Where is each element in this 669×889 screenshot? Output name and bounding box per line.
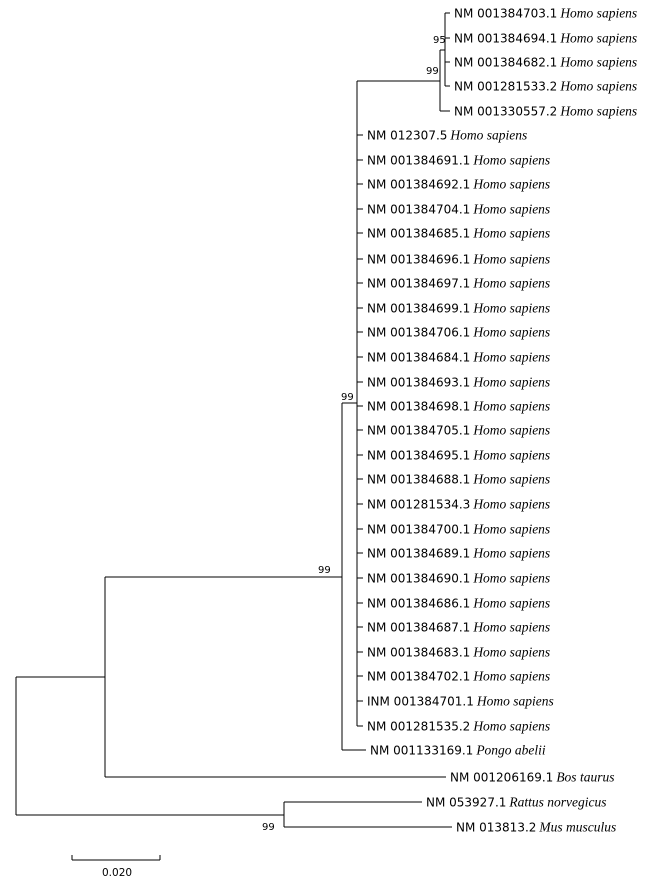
species-name: Homo sapiens xyxy=(473,521,551,537)
leaf-label xyxy=(367,350,550,365)
leaf-label xyxy=(454,55,637,70)
accession-number: NM 001384688.1 xyxy=(367,472,471,487)
accession-number: NM 001384683.1 xyxy=(367,645,471,660)
leaf-label xyxy=(367,546,550,561)
bootstrap-value: 95 xyxy=(433,35,446,46)
accession-number: NM 001384687.1 xyxy=(367,620,471,635)
accession-number: NM 001384689.1 xyxy=(367,546,471,561)
accession-number: NM 001384697.1 xyxy=(367,276,471,291)
accession-number: NM 053927.1 xyxy=(426,795,507,810)
accession-number: NM 001281533.2 xyxy=(454,79,558,94)
leaf-label xyxy=(454,31,637,46)
leaf-label xyxy=(367,252,550,267)
accession-number: NM 001384693.1 xyxy=(367,375,471,390)
leaf-label xyxy=(367,202,550,217)
leaf-label xyxy=(456,820,616,835)
species-name: Mus musculus xyxy=(539,819,617,835)
accession-number: INM 001384701.1 xyxy=(367,694,474,709)
species-name: Homo sapiens xyxy=(473,349,551,365)
scale-bar-label: 0.020 xyxy=(102,867,133,879)
species-name: Bos taurus xyxy=(556,769,615,785)
species-name: Homo sapiens xyxy=(476,693,554,709)
leaf-label xyxy=(426,795,607,810)
species-name: Homo sapiens xyxy=(560,78,638,94)
accession-number: NM 001384706.1 xyxy=(367,325,471,340)
species-name: Homo sapiens xyxy=(473,668,551,684)
bootstrap-value: 99 xyxy=(426,66,439,77)
species-name: Homo sapiens xyxy=(473,447,551,463)
accession-number: NM 001133169.1 xyxy=(370,743,474,758)
species-name: Homo sapiens xyxy=(473,471,551,487)
leaf-label xyxy=(367,325,550,340)
species-name: Homo sapiens xyxy=(473,176,551,192)
leaf-label xyxy=(367,669,550,684)
leaf-label xyxy=(367,423,550,438)
accession-number: NM 001384692.1 xyxy=(367,177,471,192)
accession-number: NM 001384684.1 xyxy=(367,350,471,365)
leaf-label xyxy=(367,375,550,390)
accession-number: NM 001384685.1 xyxy=(367,226,471,241)
leaf-label xyxy=(370,743,546,758)
species-name: Homo sapiens xyxy=(473,300,551,316)
leaf-label xyxy=(367,128,527,143)
species-name: Homo sapiens xyxy=(473,718,551,734)
species-name: Homo sapiens xyxy=(560,5,638,21)
species-name: Homo sapiens xyxy=(473,496,551,512)
leaf-label xyxy=(367,694,554,709)
species-name: Homo sapiens xyxy=(473,225,551,241)
accession-number: NM 001384691.1 xyxy=(367,153,471,168)
species-name: Homo sapiens xyxy=(473,595,551,611)
leaf-label xyxy=(367,719,550,734)
leaf-label xyxy=(454,79,637,94)
species-name: Homo sapiens xyxy=(560,54,638,70)
species-name: Homo sapiens xyxy=(473,201,551,217)
leaf-label xyxy=(367,177,550,192)
bootstrap-value: 99 xyxy=(341,392,354,403)
leaf-label xyxy=(367,522,550,537)
species-name: Homo sapiens xyxy=(473,398,551,414)
species-name: Homo sapiens xyxy=(473,251,551,267)
species-name: Pongo abelii xyxy=(476,742,546,758)
species-name: Homo sapiens xyxy=(473,275,551,291)
leaf-label xyxy=(367,276,550,291)
accession-number: NM 001384695.1 xyxy=(367,448,471,463)
species-name: Homo sapiens xyxy=(473,324,551,340)
leaf-label xyxy=(367,645,550,660)
leaf-label xyxy=(367,153,550,168)
accession-number: NM 001384694.1 xyxy=(454,31,558,46)
accession-number: NM 001384699.1 xyxy=(367,301,471,316)
species-name: Homo sapiens xyxy=(473,422,551,438)
species-name: Homo sapiens xyxy=(560,103,638,119)
leaf-label xyxy=(367,301,550,316)
leaf-label xyxy=(367,472,550,487)
bootstrap-value: 99 xyxy=(262,822,275,833)
species-name: Rattus norvegicus xyxy=(509,794,607,810)
leaf-labels xyxy=(367,6,637,835)
leaf-label xyxy=(454,6,637,21)
bootstrap-value: 99 xyxy=(318,565,331,576)
accession-number: NM 001384682.1 xyxy=(454,55,558,70)
accession-number: NM 013813.2 xyxy=(456,820,537,835)
leaf-label xyxy=(454,104,637,119)
leaf-label xyxy=(367,620,550,635)
accession-number: NM 001384705.1 xyxy=(367,423,471,438)
accession-number: NM 001384700.1 xyxy=(367,522,471,537)
leaf-label xyxy=(450,770,614,785)
species-name: Homo sapiens xyxy=(473,644,551,660)
species-name: Homo sapiens xyxy=(560,30,638,46)
accession-number: NM 001330557.2 xyxy=(454,104,558,119)
leaf-label xyxy=(367,226,550,241)
leaf-label xyxy=(367,448,550,463)
species-name: Homo sapiens xyxy=(473,374,551,390)
accession-number: NM 001384698.1 xyxy=(367,399,471,414)
accession-number: NM 001281534.3 xyxy=(367,497,471,512)
accession-number: NM 001206169.1 xyxy=(450,770,554,785)
species-name: Homo sapiens xyxy=(450,127,528,143)
accession-number: NM 001384686.1 xyxy=(367,596,471,611)
accession-number: NM 001384696.1 xyxy=(367,252,471,267)
accession-number: NM 001281535.2 xyxy=(367,719,471,734)
leaf-label xyxy=(367,596,550,611)
accession-number: NM 001384703.1 xyxy=(454,6,558,21)
accession-number: NM 001384702.1 xyxy=(367,669,471,684)
accession-number: NM 012307.5 xyxy=(367,128,448,143)
scale-bar xyxy=(72,855,160,879)
species-name: Homo sapiens xyxy=(473,545,551,561)
leaf-label xyxy=(367,497,550,512)
species-name: Homo sapiens xyxy=(473,152,551,168)
species-name: Homo sapiens xyxy=(473,619,551,635)
species-name: Homo sapiens xyxy=(473,570,551,586)
accession-number: NM 001384704.1 xyxy=(367,202,471,217)
leaf-label xyxy=(367,571,550,586)
accession-number: NM 001384690.1 xyxy=(367,571,471,586)
leaf-label xyxy=(367,399,550,414)
